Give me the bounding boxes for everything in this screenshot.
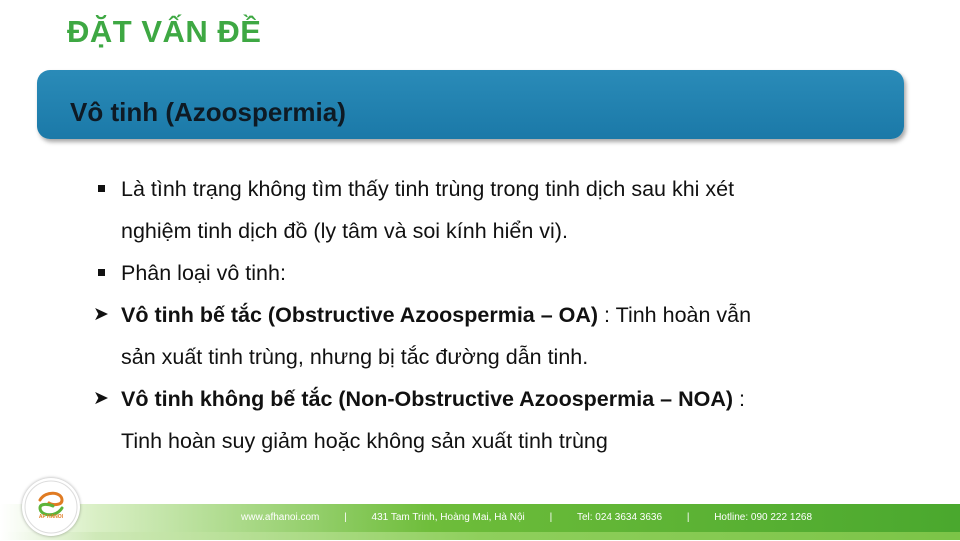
footer-phone: Tel: 024 3634 3636 xyxy=(576,512,663,523)
arrow-bullet-icon: ➤ xyxy=(93,304,109,325)
footer-separator: | xyxy=(549,512,553,523)
footer-stripe xyxy=(0,532,960,540)
arrow-text-line: Tinh hoàn suy giảm hoặc không sản xuất tinh trùng xyxy=(121,429,608,453)
footer-address: 431 Tam Trinh, Hoàng Mai, Hà Nội xyxy=(371,512,525,523)
term-bold: Vô tinh bế tắc (Obstructive Azoospermia – OA) xyxy=(121,303,599,327)
footer-separator: | xyxy=(686,512,690,523)
bullet-text-line: nghiệm tinh dịch đồ (ly tâm và soi kính hiển vi). xyxy=(121,219,568,243)
footer-website: www.afhanoi.com xyxy=(241,512,320,523)
arrow-bullet-icon: ➤ xyxy=(93,388,109,409)
bullet-item xyxy=(89,168,849,252)
term-description: : Tinh hoàn vẫn xyxy=(598,303,752,327)
title-banner xyxy=(37,70,904,139)
footer-contact xyxy=(241,504,812,532)
page-title: ĐẶT VẤN ĐỀ xyxy=(67,14,262,49)
logo-text: AF HANOI xyxy=(38,514,64,520)
arrow-item xyxy=(89,378,849,462)
square-bullet-icon xyxy=(89,252,113,294)
af-hanoi-logo xyxy=(22,478,80,536)
slide-content xyxy=(89,168,849,462)
term-bold: Vô tinh không bế tắc (Non-Obstructive Azoospermia – NOA) xyxy=(121,387,734,411)
square-bullet-icon xyxy=(89,168,113,210)
bullet-text-line: Phân loại vô tinh: xyxy=(121,261,286,285)
bullet-text-line: Là tình trạng không tìm thấy tinh trùng trong tinh dịch sau khi xét xyxy=(121,177,735,201)
arrow-item xyxy=(89,294,849,378)
arrow-text-line xyxy=(121,294,849,336)
logo-swirl-icon xyxy=(22,478,80,536)
term-description: : xyxy=(733,387,745,411)
arrow-text-line: sản xuất tinh trùng, nhưng bị tắc đường dẫn tinh. xyxy=(121,345,589,369)
banner-title: Vô tinh (Azoospermia) xyxy=(70,97,346,127)
arrow-text-line xyxy=(121,378,849,420)
footer-separator: | xyxy=(344,512,347,523)
footer-hotline: Hotline: 090 222 1268 xyxy=(714,512,813,523)
bullet-item xyxy=(89,252,849,294)
